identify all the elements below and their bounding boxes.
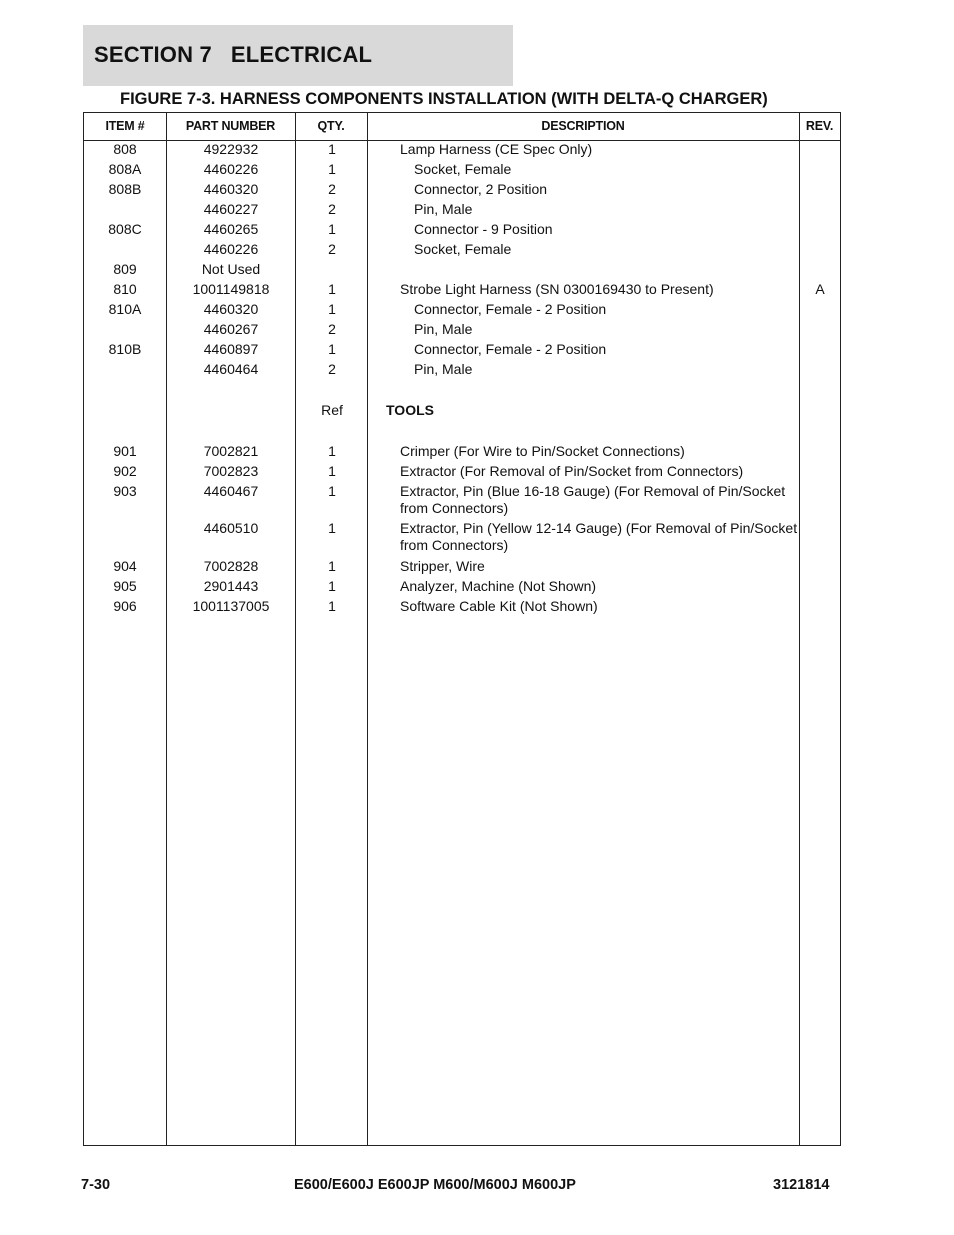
column-header-description: DESCRIPTION (541, 119, 625, 133)
item-number: 808C (108, 221, 142, 237)
description: Extractor, Pin (Blue 16-18 Gauge) (For Removal of Pin/Socket from Connectors) (400, 483, 786, 516)
part-number: 2901443 (203, 578, 259, 594)
page-number: 7-30 (81, 1177, 111, 1193)
table-body (84, 141, 840, 618)
table-row (84, 141, 840, 161)
item-number: 902 (113, 463, 137, 479)
table-row (84, 598, 840, 618)
description: Stripper, Wire (400, 558, 485, 574)
table-row (84, 321, 840, 341)
description: Socket, Female (414, 161, 512, 177)
quantity: 1 (328, 483, 336, 499)
table-row (84, 261, 840, 281)
item-number: 905 (113, 578, 137, 594)
quantity: 1 (328, 301, 336, 317)
description: Lamp Harness (CE Spec Only) (400, 141, 593, 157)
part-number: 4460267 (203, 321, 259, 337)
table-row (84, 443, 840, 463)
item-number: 906 (113, 598, 137, 614)
description: Connector, 2 Position (414, 181, 548, 197)
description: Crimper (For Wire to Pin/Socket Connections) (400, 443, 685, 459)
quantity: 1 (328, 161, 336, 177)
quantity: 2 (328, 201, 336, 217)
item-number: 808A (108, 161, 142, 177)
table-row (84, 483, 840, 520)
quantity: 1 (328, 463, 336, 479)
part-number: 1001137005 (192, 598, 270, 614)
table-row (84, 281, 840, 301)
parts-table (83, 112, 841, 1146)
quantity: 1 (328, 558, 336, 574)
item-number: 810A (108, 301, 142, 317)
part-number: 4460226 (203, 241, 259, 257)
description: Extractor (For Removal of Pin/Socket from Connectors) (400, 463, 744, 479)
table-row (84, 201, 840, 221)
description: Strobe Light Harness (SN 0300169430 to Present) (400, 281, 714, 297)
quantity: 1 (328, 598, 336, 614)
part-number: 4922932 (203, 141, 259, 157)
part-number: 4460227 (203, 201, 259, 217)
item-number: 809 (113, 261, 137, 277)
quantity: 1 (328, 141, 336, 157)
quantity: 1 (328, 520, 336, 536)
column-header-qty: QTY. (317, 119, 345, 133)
item-number: 810 (113, 281, 137, 297)
part-number: 4460464 (203, 361, 259, 377)
section-title: SECTION 7 ELECTRICAL (94, 42, 373, 67)
part-number: Not Used (201, 261, 261, 277)
section-banner (83, 25, 513, 86)
part-number: 4460897 (203, 341, 259, 357)
part-number: 1001149818 (192, 281, 270, 297)
quantity: 2 (328, 181, 336, 197)
table-row (84, 181, 840, 201)
table-row (84, 578, 840, 598)
part-number: 4460467 (203, 483, 259, 499)
part-number: 7002828 (203, 558, 259, 574)
item-number: 904 (113, 558, 137, 574)
item-number: 810B (108, 341, 142, 357)
part-number: 7002823 (203, 463, 259, 479)
table-row (84, 241, 840, 261)
figure-title: FIGURE 7-3. HARNESS COMPONENTS INSTALLATION (WITH DELTA-Q CHARGER) (120, 90, 768, 108)
description: Pin, Male (414, 201, 473, 217)
column-header-rev: REV. (805, 119, 834, 133)
description: Socket, Female (414, 241, 512, 257)
section-heading-tools: TOOLS (386, 402, 434, 418)
table-row (84, 402, 840, 443)
description: Connector, Female - 2 Position (414, 341, 607, 357)
quantity: 1 (328, 281, 336, 297)
table-row (84, 341, 840, 361)
part-number: 4460226 (203, 161, 259, 177)
item-number: 903 (113, 483, 137, 499)
quantity: 2 (328, 361, 336, 377)
quantity: 1 (328, 221, 336, 237)
description: Pin, Male (414, 321, 473, 337)
column-header-part-number: PART NUMBER (185, 119, 276, 133)
description: Connector, Female - 2 Position (414, 301, 607, 317)
column-header-item: ITEM # (105, 119, 145, 133)
item-number: 808 (113, 141, 137, 157)
description: Connector - 9 Position (414, 221, 553, 237)
document-number: 3121814 (773, 1177, 830, 1193)
part-number: 4460265 (203, 221, 259, 237)
quantity: Ref (321, 402, 343, 418)
part-number: 4460320 (203, 181, 259, 197)
table-row (84, 221, 840, 241)
table-row (84, 520, 840, 558)
part-number: 4460320 (203, 301, 259, 317)
table-row (84, 301, 840, 321)
quantity: 1 (328, 341, 336, 357)
table-row (84, 361, 840, 402)
item-number: 808B (108, 181, 142, 197)
revision: A (815, 281, 825, 297)
quantity: 2 (328, 321, 336, 337)
description: Pin, Male (414, 361, 473, 377)
model-list: E600/E600J E600JP M600/M600J M600JP (294, 1177, 576, 1193)
part-number: 7002821 (203, 443, 259, 459)
item-number: 901 (113, 443, 137, 459)
description: Software Cable Kit (Not Shown) (400, 598, 598, 614)
part-number: 4460510 (203, 520, 259, 536)
table-row (84, 558, 840, 578)
quantity: 1 (328, 443, 336, 459)
table-row (84, 161, 840, 181)
description: Analyzer, Machine (Not Shown) (400, 578, 597, 594)
description: Extractor, Pin (Yellow 12-14 Gauge) (For Removal of Pin/Socket from Connectors) (400, 520, 798, 553)
quantity: 1 (328, 578, 336, 594)
table-row (84, 463, 840, 483)
quantity: 2 (328, 241, 336, 257)
